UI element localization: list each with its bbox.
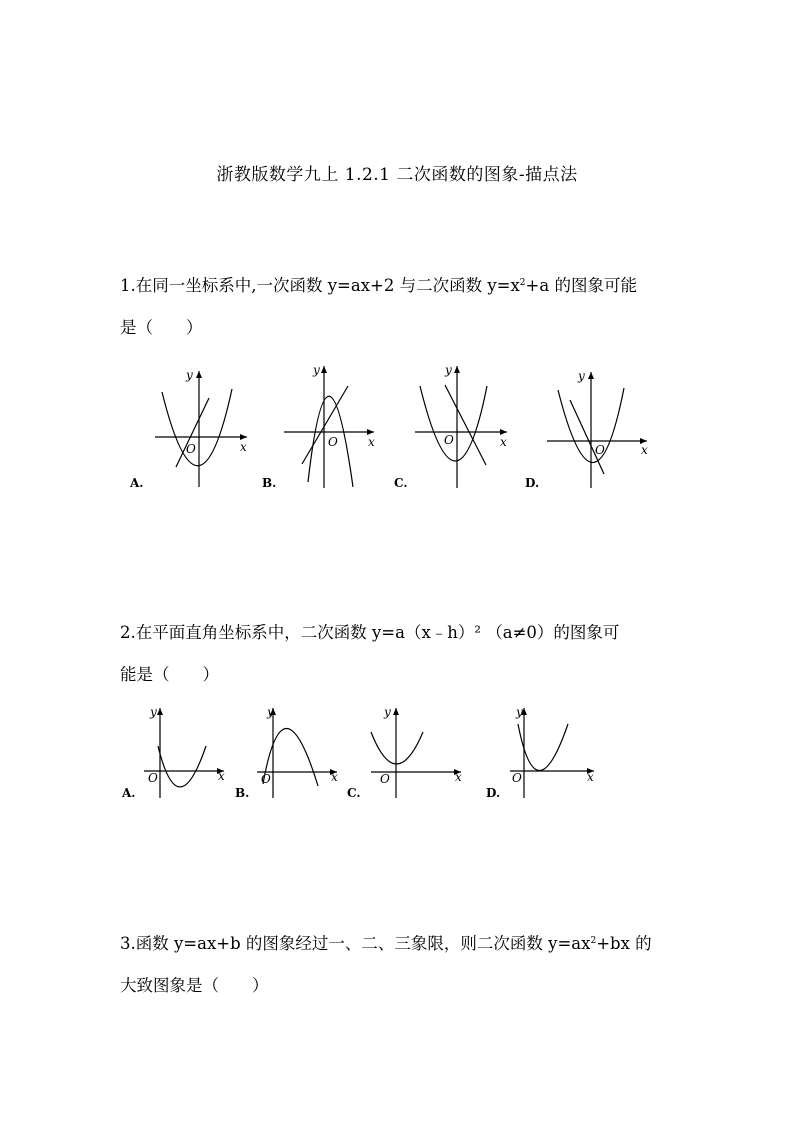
svg-text:y: y	[267, 705, 274, 719]
q2-option-d-graph	[484, 702, 599, 802]
question-1-mid: +a 的图象可能	[525, 276, 637, 295]
q1-option-a-graph	[125, 365, 255, 495]
q1-option-b-label: B.	[262, 476, 277, 490]
question-3-superscript: 2	[590, 936, 597, 946]
question-3-prefix: 3.函数 y=ax+b 的图象经过一、二、三象限，则二次函数 y=ax	[120, 934, 591, 953]
question-3-suffix: +bx 的	[596, 934, 652, 953]
svg-text:O: O	[380, 772, 390, 786]
page-title: 浙教版数学九上 1.2.1 二次函数的图象-描点法	[216, 165, 578, 185]
svg-text:O: O	[595, 443, 605, 457]
svg-text:x: x	[587, 770, 594, 784]
q2-option-a-label: A.	[122, 786, 136, 800]
q1-option-d-label: D.	[525, 476, 540, 490]
q2-option-b-graph	[233, 702, 343, 802]
svg-text:O: O	[148, 771, 158, 785]
q2-option-c-graph	[345, 702, 465, 802]
q1-option-b-graph	[258, 360, 388, 495]
q2-option-b-label: B.	[235, 786, 250, 800]
svg-text:x: x	[500, 435, 507, 449]
svg-text:x: x	[641, 443, 648, 457]
question-2-line-2: 能是（ ）	[120, 665, 219, 684]
svg-text:y: y	[578, 369, 585, 383]
svg-text:O: O	[186, 442, 196, 456]
svg-text:O: O	[512, 771, 522, 785]
svg-text:y: y	[313, 363, 320, 377]
svg-text:O: O	[261, 772, 271, 786]
q1-option-d-graph	[522, 368, 657, 495]
svg-text:x: x	[331, 770, 338, 784]
question-1-superscript: 2	[519, 278, 526, 288]
question-2-line-1: 2.在平面直角坐标系中，二次函数 y=a（x﹣h）² （a≠0）的图象可	[120, 623, 620, 642]
svg-text:x: x	[368, 435, 375, 449]
question-3-line-2: 大致图象是（ ）	[120, 976, 269, 995]
question-1-suffix: 是（ ）	[120, 318, 203, 337]
svg-text:y: y	[186, 368, 193, 382]
q1-option-c-graph	[390, 360, 520, 495]
q2-option-c-label: C.	[347, 786, 361, 800]
question-1-prefix: 1.在同一坐标系中,一次函数 y=ax+2 与二次函数 y=x	[120, 276, 520, 295]
question-3-text	[120, 920, 690, 1007]
svg-text:x: x	[218, 769, 225, 783]
svg-text:O: O	[444, 433, 454, 447]
question-1-text	[120, 262, 690, 349]
q2-option-d-label: D.	[486, 786, 501, 800]
svg-text:x: x	[455, 770, 462, 784]
svg-text:y: y	[150, 705, 157, 719]
q1-option-a-label: A.	[130, 476, 144, 490]
svg-text:y: y	[445, 363, 452, 377]
svg-text:x: x	[240, 440, 247, 454]
svg-text:y: y	[384, 705, 391, 719]
q2-option-a-graph	[120, 702, 230, 802]
q1-option-c-label: C.	[394, 476, 408, 490]
question-2-text	[120, 612, 690, 696]
svg-text:y: y	[516, 705, 523, 719]
svg-text:O: O	[328, 435, 338, 449]
